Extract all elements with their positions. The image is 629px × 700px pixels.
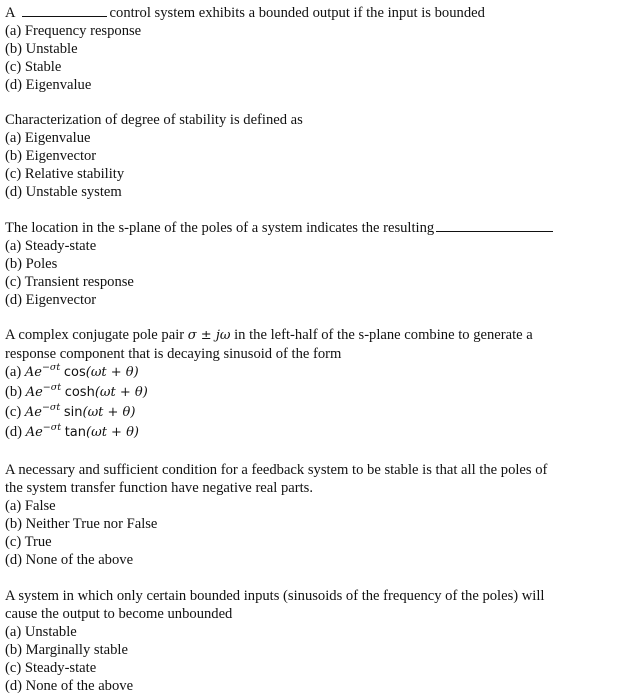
function-argument: (ωt + θ) [86,425,139,440]
option-a: (a) False [5,498,56,514]
answer-blank [436,218,553,232]
question-stem-line-2: cause the output to become unbounded [5,606,233,622]
option-d: (d) None of the above [5,552,134,568]
amplitude: Ae [24,405,42,420]
option-c: (c) Steady-state [5,660,97,676]
question-3 [5,218,620,309]
function-argument: (ωt + θ) [85,365,139,380]
question-stem-line-1 [5,326,620,345]
answer-blank [22,3,107,17]
option-a: (a) Eigenvalue [5,130,91,146]
question-stem-line-2: response component that is decaying sinusoid of the form [5,346,342,362]
question-6 [5,587,620,695]
question-stem: Characterization of degree of stability is defined as [5,112,303,128]
option-b: (b) Unstable [5,41,78,57]
question-stem [5,218,620,237]
question-stem-line-1: A necessary and sufficient condition for a feedback system to be stable is that all the poles of [5,462,548,478]
option-label: (c) [5,404,22,420]
exponent: −σt [42,422,62,433]
stem-text: The location in the s-plane of the poles of a system indicates the resulting [5,220,435,236]
option-b: (b) Neither True nor False [5,516,158,532]
option-label: (d) [5,424,23,440]
function-argument: (ωt + θ) [94,385,148,400]
function-name: cosh [64,385,95,400]
question-1 [5,3,620,94]
question-4 [5,326,620,443]
option-a: (a) Unstable [5,624,77,640]
function-name: sin [63,405,83,420]
option-d: (d) Eigenvector [5,292,97,308]
quiz-page [5,3,620,695]
option-label: (a) [5,364,22,380]
option-c: (c) Stable [5,59,62,75]
function-name: cos [63,365,86,380]
amplitude: Ae [25,425,43,440]
function-name: tan [64,425,87,440]
stem-start: A complex conjugate pole pair [5,327,185,343]
option-b: (b) Marginally stable [5,642,128,658]
amplitude: Ae [25,385,43,400]
option-c: (c) Transient response [5,274,134,290]
stem-end: control system exhibits a bounded output if the input is bounded [109,5,485,21]
option-b: (b) Eigenvector [5,148,97,164]
option-c: (c) Relative stability [5,166,125,182]
option-a [5,363,620,383]
stem-start: A [5,5,16,21]
exponent: −σt [41,402,61,413]
option-d: (d) Unstable system [5,184,122,200]
option-a: (a) Frequency response [5,23,142,39]
question-5 [5,461,620,569]
option-d [5,423,620,443]
option-c: (c) True [5,534,52,550]
function-argument: (ωt + θ) [82,405,136,420]
stem-end: in the left-half of the s-plane combine to generate a [234,327,533,343]
pole-expression: σ ± jω [187,328,231,343]
amplitude: Ae [24,365,42,380]
option-c [5,403,620,423]
option-b: (b) Poles [5,256,58,272]
option-label: (b) [5,384,23,400]
exponent: −σt [41,362,61,373]
option-b [5,383,620,403]
exponent: −σt [42,382,62,393]
question-stem-line-1: A system in which only certain bounded inputs (sinusoids of the frequency of the poles) will [5,588,545,604]
option-d: (d) None of the above [5,678,134,694]
option-d: (d) Eigenvalue [5,77,92,93]
option-a: (a) Steady-state [5,238,97,254]
question-stem-line-2: the system transfer function have negative real parts. [5,480,313,496]
question-2 [5,111,620,201]
question-stem [5,3,620,22]
